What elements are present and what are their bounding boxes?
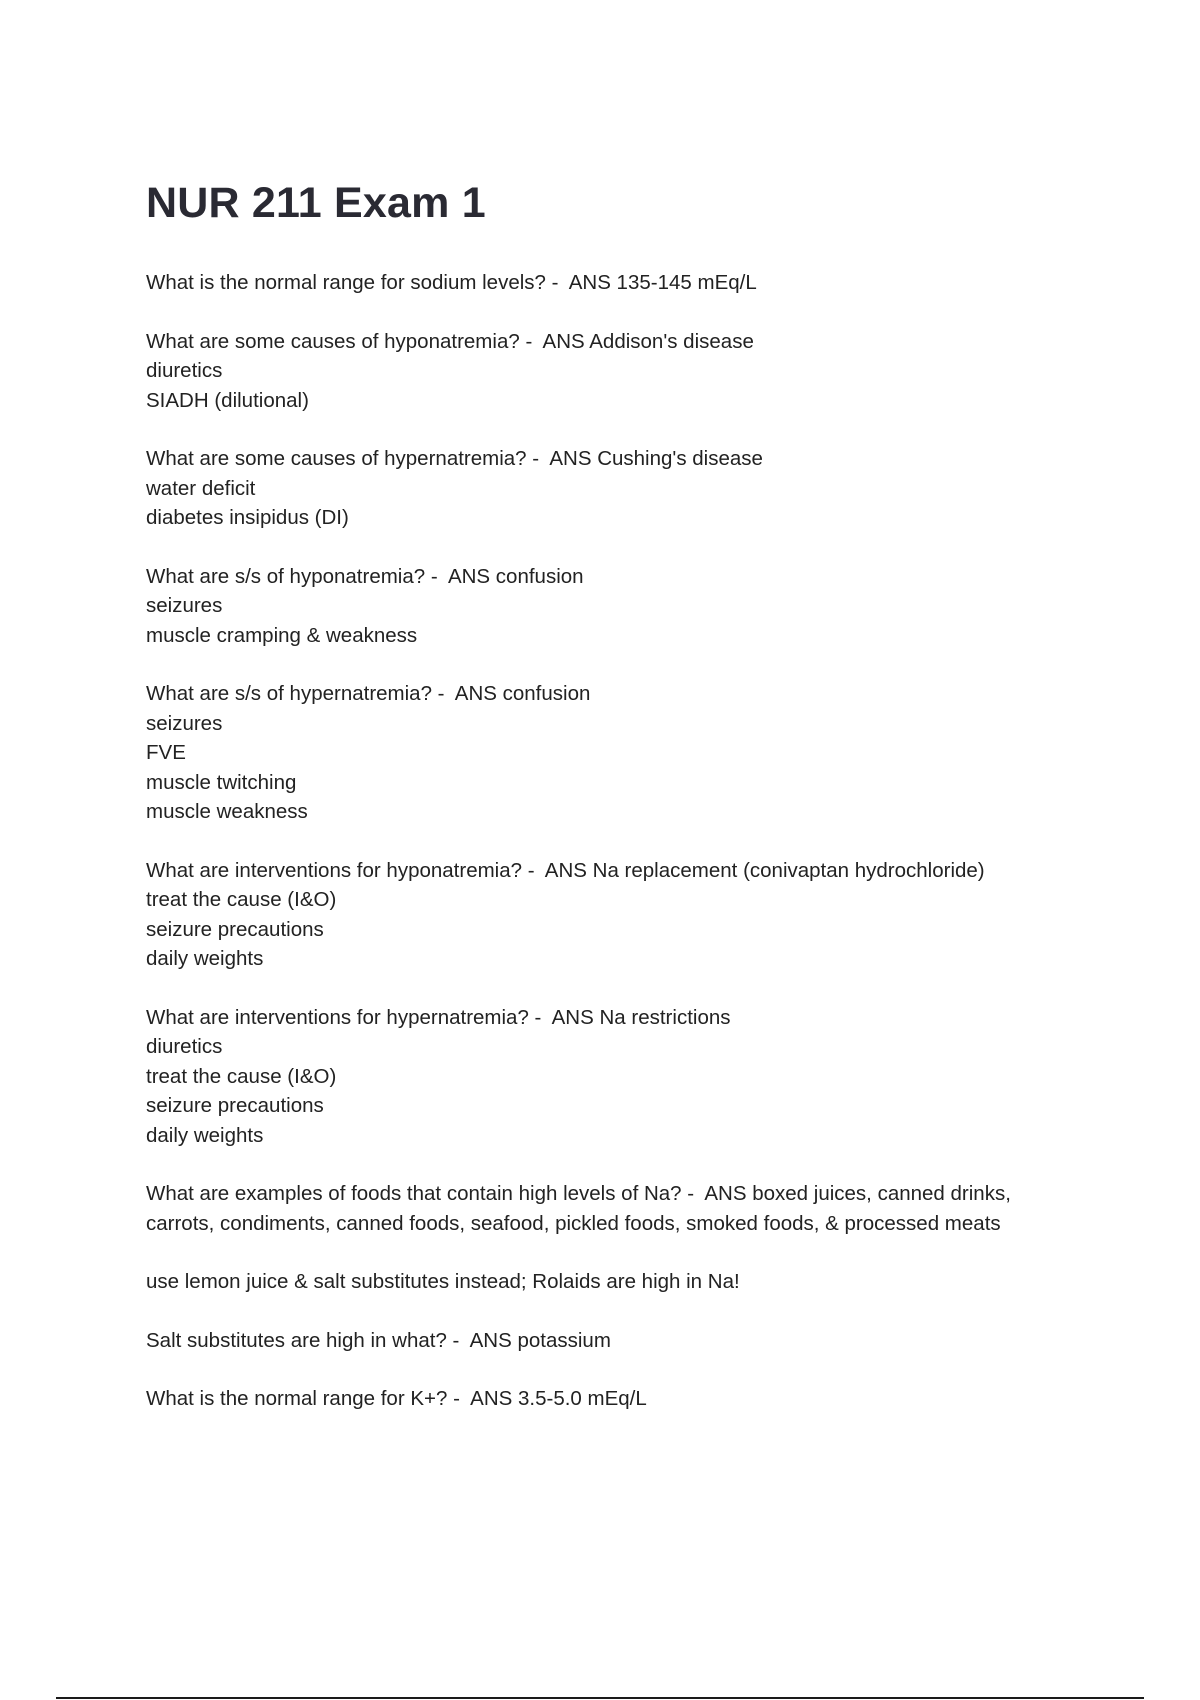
qa-line: seizure precautions: [146, 1094, 324, 1117]
document-page: [146, 178, 1106, 1443]
qa-line: diabetes insipidus (DI): [146, 506, 349, 529]
qa-line: treat the cause (I&O): [146, 1064, 337, 1088]
qa-line: What are some causes of hypernatremia? - ANS Cushing's disease: [146, 447, 763, 470]
qa-entry-hypernatremia-signs: [146, 679, 1106, 827]
qa-entry-hypernatremia-interventions: [146, 1003, 1106, 1151]
qa-line: use lemon juice & salt substitutes instead; Rolaids are high in Na!: [146, 1270, 740, 1293]
qa-line: What are some causes of hyponatremia? - ANS Addison's disease: [146, 329, 754, 353]
qa-line: What are examples of foods that contain high levels of Na? - ANS boxed juices, canned drinks,: [146, 1182, 1011, 1205]
qa-entry-potassium-range: [146, 1384, 1106, 1414]
qa-line: What is the normal range for K+? - ANS 3.5-5.0 mEq/L: [146, 1387, 647, 1410]
qa-line: muscle cramping & weakness: [146, 623, 418, 647]
qa-line: seizure precautions: [146, 917, 324, 941]
qa-line: muscle twitching: [146, 770, 297, 794]
document-title: NUR 211 Exam 1: [146, 179, 486, 227]
qa-line: carrots, condiments, canned foods, seafood, pickled foods, smoked foods, & processed meats: [146, 1211, 1001, 1235]
qa-entry-hyponatremia-signs: [146, 562, 1106, 651]
qa-entry-high-sodium-foods: [146, 1179, 1106, 1238]
qa-list: [146, 268, 1106, 1414]
qa-line: What are s/s of hyponatremia? - ANS confusion: [146, 564, 584, 588]
qa-entry-hyponatremia-interventions: [146, 856, 1106, 974]
qa-entry-sodium-range: [146, 268, 1106, 298]
qa-line: daily weights: [146, 947, 264, 970]
qa-line: diuretics: [146, 1035, 223, 1058]
qa-line: FVE: [146, 741, 186, 764]
footer-rule: [56, 1697, 1144, 1699]
qa-line: daily weights: [146, 1123, 264, 1147]
qa-line: muscle weakness: [146, 800, 308, 823]
qa-line: treat the cause (I&O): [146, 888, 337, 911]
qa-line: seizures: [146, 594, 223, 617]
qa-line: water deficit: [146, 476, 256, 500]
qa-entry-salt-tip: [146, 1267, 1106, 1297]
qa-entry-hypernatremia-causes: [146, 444, 1106, 533]
qa-line: What are interventions for hypernatremia? - ANS Na restrictions: [146, 1005, 731, 1029]
qa-line: SIADH (dilutional): [146, 388, 309, 412]
qa-line: seizures: [146, 711, 223, 735]
qa-line: What is the normal range for sodium levels? - ANS 135-145 mEq/L: [146, 271, 757, 294]
qa-line: diuretics: [146, 359, 223, 382]
qa-line: What are s/s of hypernatremia? - ANS confusion: [146, 682, 591, 705]
qa-entry-salt-substitutes: [146, 1326, 1106, 1356]
qa-entry-hyponatremia-causes: [146, 327, 1106, 416]
qa-line: Salt substitutes are high in what? - ANS potassium: [146, 1328, 611, 1352]
qa-line: What are interventions for hyponatremia? - ANS Na replacement (conivaptan hydrochloride): [146, 858, 985, 882]
